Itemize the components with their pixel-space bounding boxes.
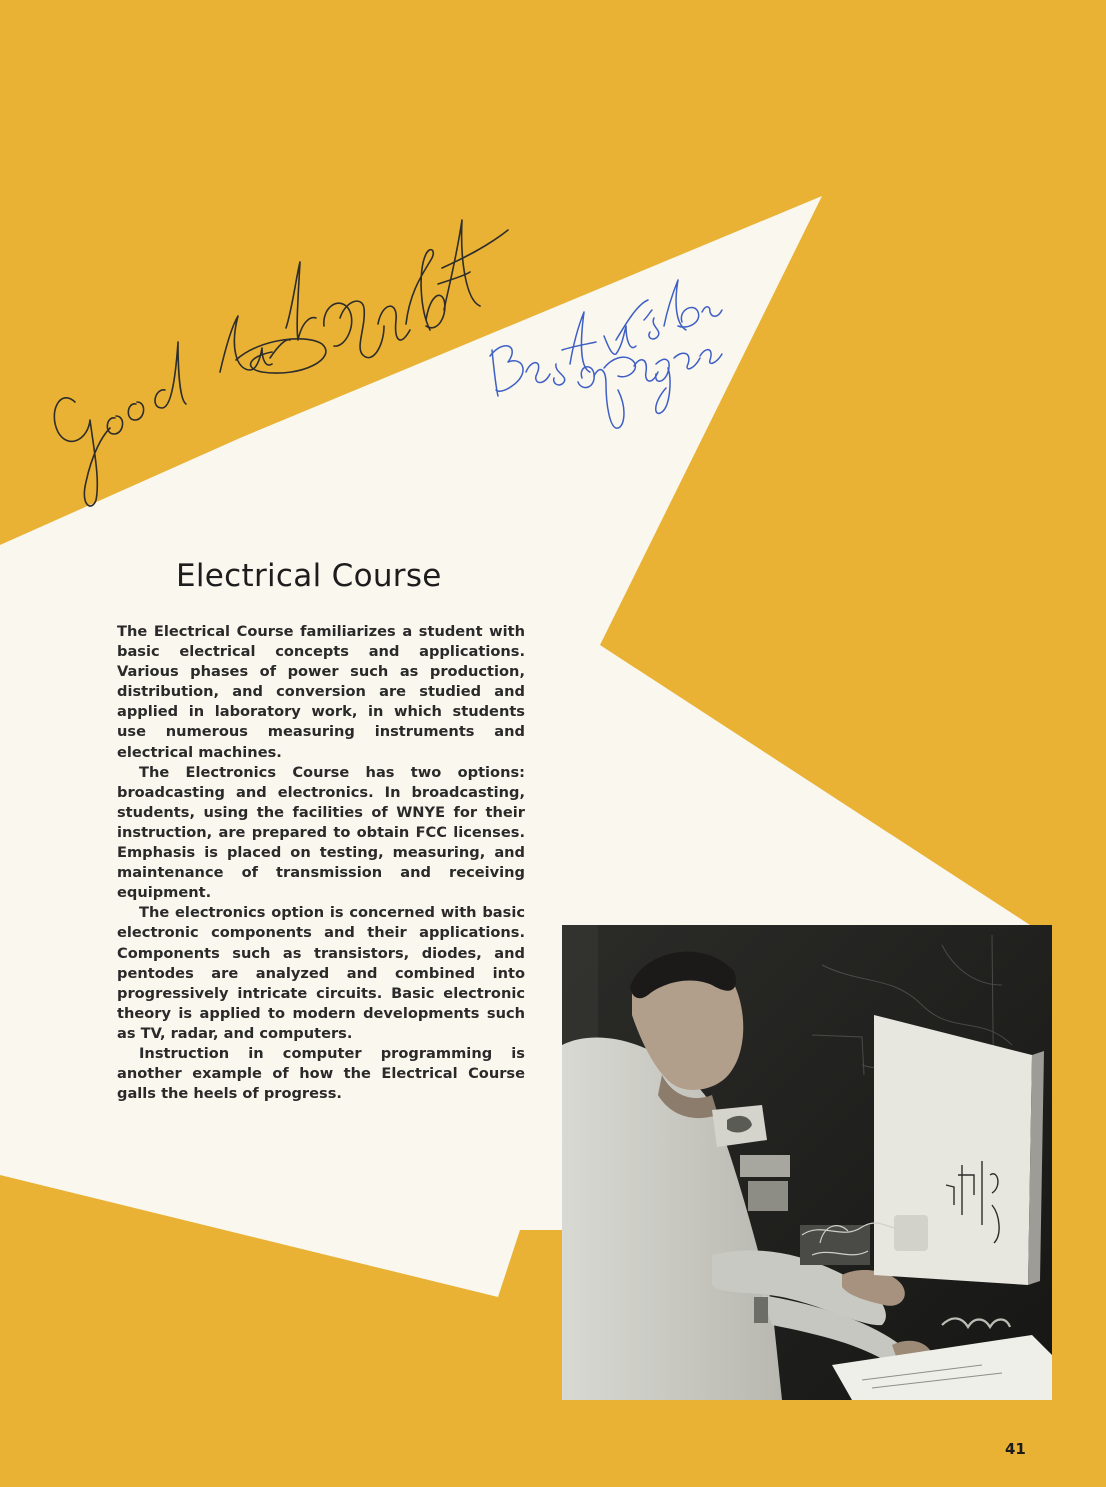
article-paragraph: The Electrical Course familiarizes a student with basic electrical concepts and applications. Various phases of power such as production, distribution, and conversion are studied and applied in laboratory work, in which students use numerous measuring instruments and electrical machines. [117,623,525,761]
article-paragraph: The electronics option is concerned with basic electronic components and their applications. Components such as transistors, diodes, and pentodes are analyzed and combined into progressively intricate circuits. Basic electronic theory is applied to modern developments such as TV, radar, and computers. [117,904,525,1042]
page-number: 41 [1005,1440,1026,1458]
article-heading: Electrical Course [176,558,442,594]
article-body [117,622,525,1104]
student-electronics-photo [562,925,1052,1400]
signature-black-ink [40,150,510,520]
signature-blue-ink [478,260,738,440]
article-paragraph: Instruction in computer programming is another example of how the Electrical Course galls the heels of progress. [117,1044,525,1103]
article-paragraph: The Electronics Course has two options: broadcasting and electronics. In broadcasting, students, using the facilities of WNYE for their instruction, are prepared to obtain FCC licenses. Emphasis is placed on testing, measuring, and maintenance of transmission and receiving equipment. [117,763,525,902]
student-electronics-photo-icon [562,925,1052,1400]
